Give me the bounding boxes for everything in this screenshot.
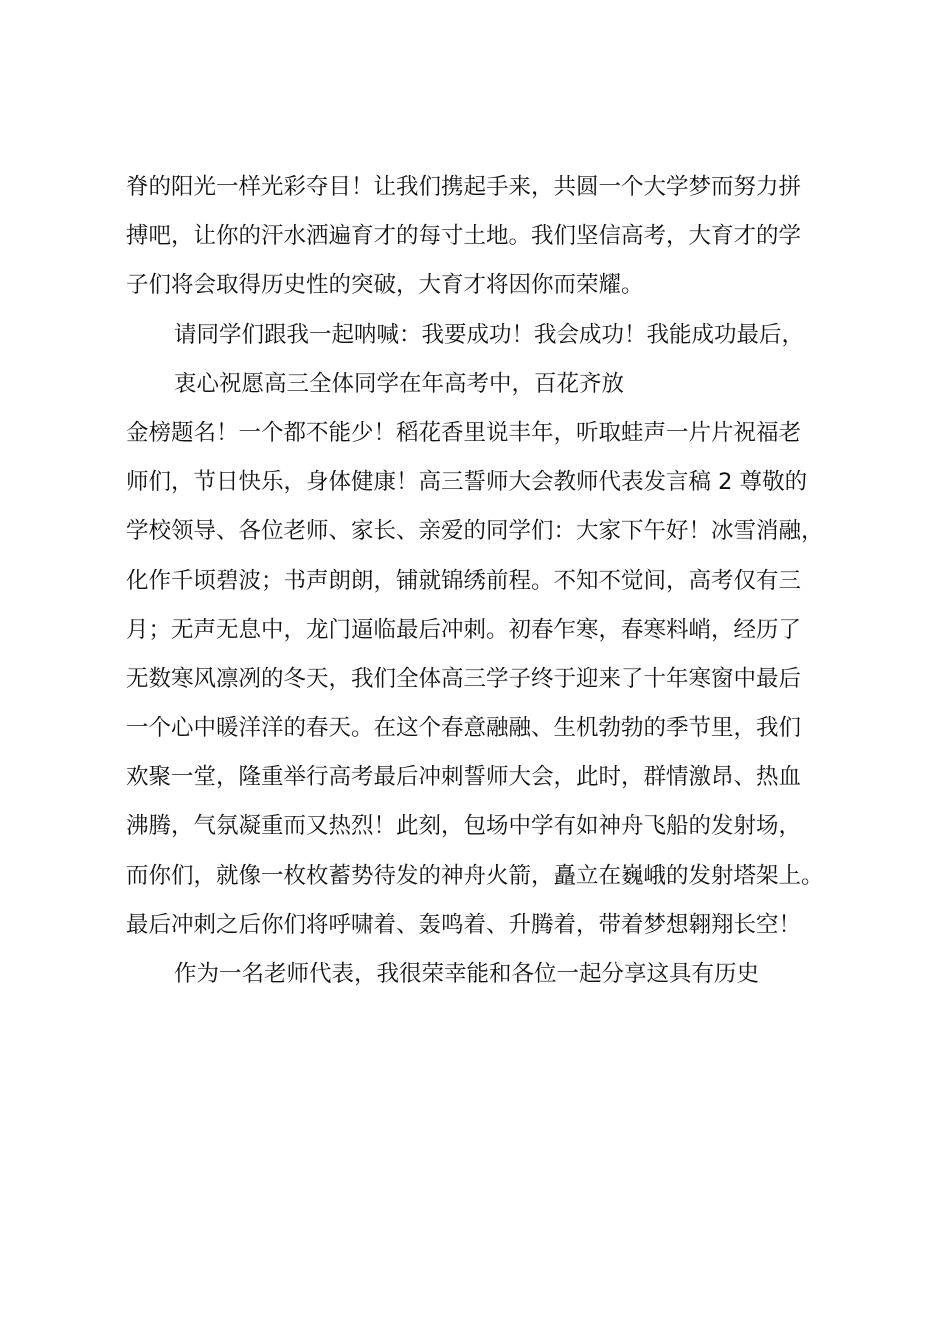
text-line: 月；无声无息中，龙门逼临最后冲刺。初春乍寒，春寒料峭，经历了 <box>126 616 802 643</box>
document-body <box>126 163 846 999</box>
text-line: 而你们，就像一枚枚蓄势待发的神舟火箭，矗立在巍峨的发射塔架上。 <box>126 862 824 889</box>
text-line: 衷心祝愿高三全体同学在年高考中，百花齐放 <box>174 370 625 397</box>
text-line: 无数寒风凛冽的冬天，我们全体高三学子终于迎来了十年寒窗中最后 <box>126 665 802 692</box>
text-line: 化作千顷碧波；书声朗朗，铺就锦绣前程。不知不觉间，高考仅有三 <box>126 567 802 594</box>
text-line: 一个心中暖洋洋的春天。在这个春意融融、生机勃勃的季节里，我们 <box>126 715 802 742</box>
text-line: 最后冲刺之后你们将呼啸着、轰鸣着、升腾着，带着梦想翱翔长空！ <box>126 911 802 938</box>
text-line: 沸腾，气氛凝重而又热烈！此刻，包场中学有如神舟飞船的发射场， <box>126 813 802 840</box>
text-line: 搏吧，让你的汗水洒遍育才的每寸土地。我们坚信高考，大育才的学 <box>126 223 802 250</box>
text-line: 请同学们跟我一起呐喊：我要成功！我会成功！我能成功最后， <box>174 321 805 348</box>
text-line: 金榜题名！一个都不能少！稻花香里说丰年，听取蛙声一片片祝福老 <box>126 419 802 446</box>
text-line: 脊的阳光一样光彩夺目！让我们携起手来，共圆一个大学梦而努力拼 <box>126 174 802 200</box>
text-line: 子们将会取得历史性的突破，大育才将因你而荣耀。 <box>126 272 644 299</box>
text-line: 作为一名老师代表，我很荣幸能和各位一起分享这具有历史 <box>174 961 760 987</box>
text-line: 师们，节日快乐，身体健康！高三誓师大会教师代表发言稿 2 尊敬的 <box>126 469 808 496</box>
text-line: 欢聚一堂，隆重举行高考最后冲刺誓师大会，此时，群情激昂、热血 <box>126 764 802 791</box>
text-line: 学校领导、各位老师、家长、亲爱的同学们：大家下午好！冰雪消融， <box>126 518 824 545</box>
